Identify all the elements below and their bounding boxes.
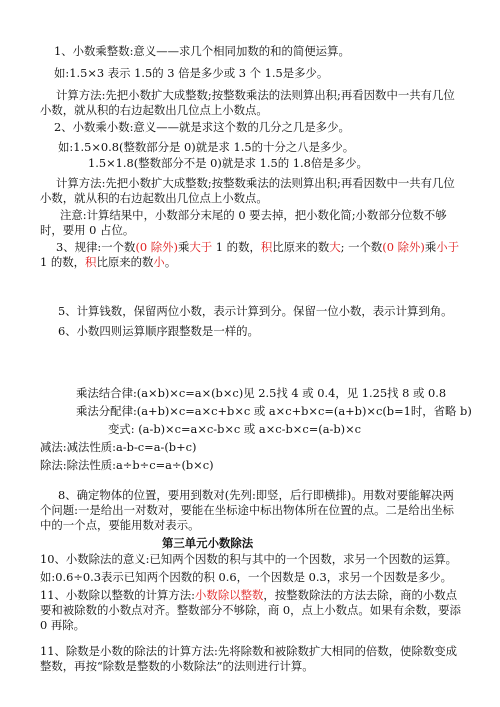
item-8-position: 8、确定物体的位置，要用到数对(先列:即竖，后行即横排)。用数对要能解决两个问题:一是给出一对数对，要能在坐标途中标出物体所在位置的点。二是给出坐标中的一个点，要能用数对表示。 [40,488,454,532]
item-11-decimal-div-integer: 11、小数除以整数的计算方法:小数除以整数，按整数除法的方法去除，商的小数点要和被除数的小数点对齐。整数部分不够除，商 0，点上小数点。如果有余数，要添 0 再除。 [40,588,461,632]
item-11-divisor-decimal: 11、除数是小数的除法的计算方法:先将除数和被除数扩大相同的倍数，使除数变成整数，再按“除数是整数的小数除法”的法则进行计算。 [40,644,458,673]
item-1-example: 如:1.5×3 表示 1.5的 3 倍是多少或 3 个 1.5是多少。 [54,66,329,80]
item-3-rule: 3、规律:一个数(0 除外)乘大于 1 的数，积比原来的数大; 一个数(0 除外)乘小于 1 的数，积比原来的数小。 [40,240,460,269]
item-5-money: 5、计算钱数，保留两位小数，表示计算到分。保留一位小数，表示计算到角。 [58,304,453,318]
distributive-law: 乘法分配律:(a+b)×c=a×c+b×c 或 a×c+b×c=(a+b)×c(b=1时，省略 b) [76,404,472,418]
item-2-decimal-times-decimal: 2、小数乘小数:意义——就是求这个数的几分之几是多少。 [54,120,350,134]
item-2-note: 注意:计算结果中，小数部分末尾的 0 要去掉，把小数化简;小数部分位数不够时，要用 0 占位。 [40,208,447,237]
item-10-division-meaning: 10、小数除法的意义:已知两个因数的积与其中的一个因数，求另一个因数的运算。 [40,552,458,566]
item-1-method: 计算方法:先把小数扩大成整数;按整数乘法的法则算出积;再看因数中一共有几位小数，就从积的右边起数出几位点上小数点。 [40,88,455,117]
item-1-decimal-times-integer: 1、小数乘整数:意义——求几个相同加数的和的简便运算。 [54,44,350,58]
distributive-variant: 变式: (a-b)×c=a×c-b×c 或 a×c-b×c=(a-b)×c [108,422,362,436]
item-2-example-a: 如:1.5×0.8(整数部分是 0)就是求 1.5的十分之八是多少。 [58,140,355,154]
division-property: 除法:除法性质:a÷b÷c=a÷(b×c) [40,458,214,472]
subtraction-property: 减法:减法性质:a-b-c=a-(b+c) [40,440,197,454]
item-6-order: 6、小数四则运算顺序跟整数是一样的。 [58,324,259,338]
item-2-example-b: 1.5×1.8(整数部分不是 0)就是求 1.5的 1.8倍是多少。 [88,156,368,170]
item-2-method: 计算方法:先把小数扩大成整数;按整数乘法的法则算出积;再看因数中一共有几位小数，就从积的右边起数出几位点上小数点。 [40,176,455,205]
section-title-decimal-division: 第三单元小数除法 [162,536,254,550]
item-10-example: 如:0.6÷0.3表示已知两个因数的积 0.6，一个因数是 0.3，求另一个因数是多少。 [40,570,453,584]
associative-law: 乘法结合律:(a×b)×c=a×(b×c)见 2.5找 4 或 0.4，见 1.25找 8 或 0.8 [76,386,447,400]
